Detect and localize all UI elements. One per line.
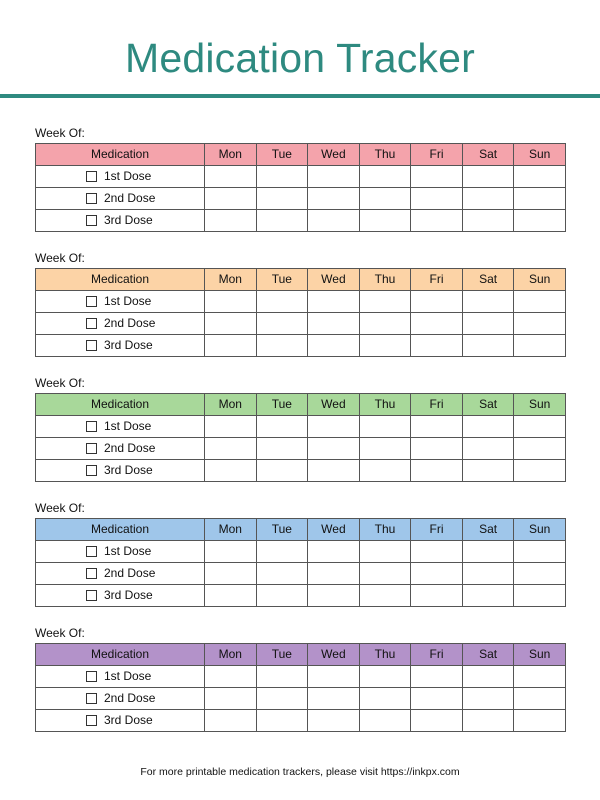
day-cell[interactable] bbox=[514, 666, 566, 688]
day-header: Sun bbox=[514, 519, 566, 541]
dose-checkbox[interactable] bbox=[86, 193, 97, 204]
day-cell[interactable] bbox=[462, 710, 514, 732]
tracker-table bbox=[35, 268, 566, 357]
week-of-label: Week Of: bbox=[35, 626, 85, 640]
day-cell[interactable] bbox=[359, 335, 411, 357]
day-header: Wed bbox=[308, 269, 360, 291]
day-cell[interactable] bbox=[205, 710, 257, 732]
day-header: Sat bbox=[462, 394, 514, 416]
day-cell[interactable] bbox=[359, 585, 411, 607]
dose-checkbox[interactable] bbox=[86, 568, 97, 579]
day-cell[interactable] bbox=[308, 416, 360, 438]
tracker-section bbox=[35, 251, 565, 357]
day-header: Mon bbox=[205, 644, 257, 666]
header-row bbox=[36, 519, 566, 541]
dose-label: 2nd Dose bbox=[104, 566, 156, 580]
tracker-section bbox=[35, 376, 565, 482]
day-cell[interactable] bbox=[514, 210, 566, 232]
dose-cell bbox=[36, 313, 205, 335]
day-cell[interactable] bbox=[256, 416, 308, 438]
day-cell[interactable] bbox=[256, 541, 308, 563]
dose-checkbox[interactable] bbox=[86, 171, 97, 182]
dose-checkbox[interactable] bbox=[86, 318, 97, 329]
day-cell[interactable] bbox=[411, 666, 463, 688]
dose-row bbox=[36, 188, 566, 210]
dose-label-wrap bbox=[36, 563, 204, 584]
header-row bbox=[36, 144, 566, 166]
day-cell[interactable] bbox=[256, 666, 308, 688]
dose-label: 2nd Dose bbox=[104, 691, 156, 705]
header-row bbox=[36, 394, 566, 416]
dose-row bbox=[36, 210, 566, 232]
day-cell[interactable] bbox=[359, 563, 411, 585]
day-cell[interactable] bbox=[411, 710, 463, 732]
day-cell[interactable] bbox=[256, 291, 308, 313]
day-cell[interactable] bbox=[514, 541, 566, 563]
day-cell[interactable] bbox=[359, 688, 411, 710]
day-header: Fri bbox=[411, 269, 463, 291]
dose-row bbox=[36, 416, 566, 438]
medication-header: Medication bbox=[36, 269, 205, 291]
day-cell[interactable] bbox=[514, 438, 566, 460]
dose-row bbox=[36, 438, 566, 460]
day-cell[interactable] bbox=[462, 438, 514, 460]
day-header: Thu bbox=[359, 394, 411, 416]
day-header: Fri bbox=[411, 144, 463, 166]
day-cell[interactable] bbox=[411, 416, 463, 438]
dose-label-wrap bbox=[36, 166, 204, 187]
day-header: Sun bbox=[514, 394, 566, 416]
day-cell[interactable] bbox=[308, 460, 360, 482]
page-title: Medication Tracker bbox=[125, 35, 475, 81]
day-cell[interactable] bbox=[308, 313, 360, 335]
day-cell[interactable] bbox=[359, 460, 411, 482]
day-cell[interactable] bbox=[256, 438, 308, 460]
dose-label: 3rd Dose bbox=[104, 213, 153, 227]
day-header: Sat bbox=[462, 519, 514, 541]
day-header: Thu bbox=[359, 519, 411, 541]
header-row bbox=[36, 644, 566, 666]
dose-label: 3rd Dose bbox=[104, 463, 153, 477]
day-header: Thu bbox=[359, 144, 411, 166]
day-header: Sun bbox=[514, 144, 566, 166]
dose-cell bbox=[36, 541, 205, 563]
dose-cell bbox=[36, 460, 205, 482]
dose-label: 1st Dose bbox=[104, 169, 152, 183]
day-cell[interactable] bbox=[359, 541, 411, 563]
day-header: Mon bbox=[205, 144, 257, 166]
day-cell[interactable] bbox=[411, 335, 463, 357]
dose-checkbox[interactable] bbox=[86, 546, 97, 557]
dose-cell bbox=[36, 416, 205, 438]
header-row bbox=[36, 269, 566, 291]
day-cell[interactable] bbox=[256, 460, 308, 482]
day-cell[interactable] bbox=[462, 335, 514, 357]
dose-cell bbox=[36, 166, 205, 188]
day-cell[interactable] bbox=[308, 335, 360, 357]
day-cell[interactable] bbox=[308, 688, 360, 710]
day-cell[interactable] bbox=[514, 291, 566, 313]
dose-label-wrap bbox=[36, 291, 204, 312]
medication-header: Medication bbox=[36, 144, 205, 166]
day-cell[interactable] bbox=[205, 666, 257, 688]
dose-row bbox=[36, 313, 566, 335]
tracker-section bbox=[35, 501, 565, 607]
day-cell[interactable] bbox=[308, 438, 360, 460]
day-cell[interactable] bbox=[411, 210, 463, 232]
day-header: Tue bbox=[256, 644, 308, 666]
day-header: Sat bbox=[462, 269, 514, 291]
day-header: Mon bbox=[205, 269, 257, 291]
day-header: Fri bbox=[411, 394, 463, 416]
day-cell[interactable] bbox=[359, 291, 411, 313]
day-cell[interactable] bbox=[205, 166, 257, 188]
dose-row bbox=[36, 710, 566, 732]
day-header: Mon bbox=[205, 394, 257, 416]
dose-checkbox[interactable] bbox=[86, 421, 97, 432]
dose-cell bbox=[36, 666, 205, 688]
day-cell[interactable] bbox=[462, 291, 514, 313]
dose-label-wrap bbox=[36, 688, 204, 709]
day-cell[interactable] bbox=[308, 188, 360, 210]
day-cell[interactable] bbox=[256, 585, 308, 607]
day-cell[interactable] bbox=[411, 313, 463, 335]
dose-label: 3rd Dose bbox=[104, 338, 153, 352]
dose-row bbox=[36, 666, 566, 688]
dose-label: 2nd Dose bbox=[104, 316, 156, 330]
dose-label-wrap bbox=[36, 210, 204, 231]
week-of-label: Week Of: bbox=[35, 501, 85, 515]
day-cell[interactable] bbox=[411, 688, 463, 710]
day-cell[interactable] bbox=[205, 188, 257, 210]
day-cell[interactable] bbox=[205, 563, 257, 585]
day-cell[interactable] bbox=[514, 710, 566, 732]
dose-label-wrap bbox=[36, 335, 204, 356]
day-cell[interactable] bbox=[205, 688, 257, 710]
day-cell[interactable] bbox=[462, 460, 514, 482]
dose-row bbox=[36, 585, 566, 607]
day-cell[interactable] bbox=[256, 563, 308, 585]
day-cell[interactable] bbox=[256, 335, 308, 357]
day-cell[interactable] bbox=[462, 313, 514, 335]
day-cell[interactable] bbox=[256, 166, 308, 188]
dose-checkbox[interactable] bbox=[86, 215, 97, 226]
day-cell[interactable] bbox=[514, 585, 566, 607]
day-cell[interactable] bbox=[256, 710, 308, 732]
dose-label-wrap bbox=[36, 416, 204, 437]
day-cell[interactable] bbox=[462, 188, 514, 210]
dose-row bbox=[36, 541, 566, 563]
dose-cell bbox=[36, 563, 205, 585]
dose-label-wrap bbox=[36, 438, 204, 459]
day-cell[interactable] bbox=[359, 666, 411, 688]
day-cell[interactable] bbox=[514, 688, 566, 710]
day-cell[interactable] bbox=[256, 688, 308, 710]
dose-cell bbox=[36, 585, 205, 607]
day-cell[interactable] bbox=[359, 313, 411, 335]
dose-label-wrap bbox=[36, 541, 204, 562]
day-cell[interactable] bbox=[359, 210, 411, 232]
day-cell[interactable] bbox=[205, 460, 257, 482]
dose-checkbox[interactable] bbox=[86, 340, 97, 351]
medication-header: Medication bbox=[36, 644, 205, 666]
day-cell[interactable] bbox=[411, 166, 463, 188]
day-cell[interactable] bbox=[462, 585, 514, 607]
day-cell[interactable] bbox=[411, 563, 463, 585]
day-cell[interactable] bbox=[462, 666, 514, 688]
day-cell[interactable] bbox=[514, 460, 566, 482]
day-header: Thu bbox=[359, 269, 411, 291]
day-cell[interactable] bbox=[359, 188, 411, 210]
dose-cell bbox=[36, 335, 205, 357]
dose-label-wrap bbox=[36, 313, 204, 334]
dose-label-wrap bbox=[36, 460, 204, 481]
day-header: Tue bbox=[256, 519, 308, 541]
dose-label: 1st Dose bbox=[104, 544, 152, 558]
tracker-section bbox=[35, 626, 565, 732]
title-divider bbox=[0, 94, 600, 98]
tracker-table bbox=[35, 143, 566, 232]
day-cell[interactable] bbox=[462, 563, 514, 585]
dose-checkbox[interactable] bbox=[86, 671, 97, 682]
dose-label: 1st Dose bbox=[104, 669, 152, 683]
day-cell[interactable] bbox=[308, 563, 360, 585]
day-cell[interactable] bbox=[411, 460, 463, 482]
day-cell[interactable] bbox=[205, 313, 257, 335]
dose-label-wrap bbox=[36, 188, 204, 209]
dose-cell bbox=[36, 188, 205, 210]
day-cell[interactable] bbox=[205, 541, 257, 563]
day-cell[interactable] bbox=[205, 438, 257, 460]
day-cell[interactable] bbox=[411, 291, 463, 313]
day-cell[interactable] bbox=[359, 438, 411, 460]
day-cell[interactable] bbox=[411, 188, 463, 210]
day-cell[interactable] bbox=[205, 291, 257, 313]
dose-cell bbox=[36, 210, 205, 232]
day-header: Wed bbox=[308, 644, 360, 666]
dose-cell bbox=[36, 438, 205, 460]
day-cell[interactable] bbox=[359, 416, 411, 438]
day-cell[interactable] bbox=[256, 313, 308, 335]
day-header: Fri bbox=[411, 519, 463, 541]
dose-row bbox=[36, 460, 566, 482]
day-cell[interactable] bbox=[308, 541, 360, 563]
dose-label: 1st Dose bbox=[104, 294, 152, 308]
day-header: Tue bbox=[256, 269, 308, 291]
dose-checkbox[interactable] bbox=[86, 715, 97, 726]
day-cell[interactable] bbox=[514, 188, 566, 210]
day-cell[interactable] bbox=[514, 335, 566, 357]
tracker-table bbox=[35, 643, 566, 732]
tracker-table bbox=[35, 393, 566, 482]
day-cell[interactable] bbox=[308, 291, 360, 313]
day-header: Sun bbox=[514, 269, 566, 291]
day-header: Fri bbox=[411, 644, 463, 666]
dose-checkbox[interactable] bbox=[86, 590, 97, 601]
dose-checkbox[interactable] bbox=[86, 443, 97, 454]
day-cell[interactable] bbox=[205, 585, 257, 607]
day-header: Sat bbox=[462, 644, 514, 666]
dose-row bbox=[36, 291, 566, 313]
day-cell[interactable] bbox=[205, 416, 257, 438]
day-cell[interactable] bbox=[308, 710, 360, 732]
day-header: Mon bbox=[205, 519, 257, 541]
dose-label-wrap bbox=[36, 666, 204, 687]
day-header: Wed bbox=[308, 394, 360, 416]
dose-label: 3rd Dose bbox=[104, 713, 153, 727]
dose-checkbox[interactable] bbox=[86, 465, 97, 476]
day-cell[interactable] bbox=[359, 166, 411, 188]
day-header: Sat bbox=[462, 144, 514, 166]
day-cell[interactable] bbox=[462, 166, 514, 188]
dose-row bbox=[36, 563, 566, 585]
medication-header: Medication bbox=[36, 519, 205, 541]
week-of-label: Week Of: bbox=[35, 126, 85, 140]
day-cell[interactable] bbox=[514, 166, 566, 188]
dose-cell bbox=[36, 291, 205, 313]
day-cell[interactable] bbox=[359, 710, 411, 732]
day-cell[interactable] bbox=[514, 313, 566, 335]
dose-cell bbox=[36, 688, 205, 710]
day-cell[interactable] bbox=[462, 210, 514, 232]
day-header: Tue bbox=[256, 144, 308, 166]
day-cell[interactable] bbox=[462, 541, 514, 563]
day-cell[interactable] bbox=[308, 585, 360, 607]
dose-row bbox=[36, 166, 566, 188]
day-cell[interactable] bbox=[308, 666, 360, 688]
medication-header: Medication bbox=[36, 394, 205, 416]
day-cell[interactable] bbox=[411, 585, 463, 607]
day-cell[interactable] bbox=[514, 563, 566, 585]
day-cell[interactable] bbox=[308, 210, 360, 232]
day-cell[interactable] bbox=[308, 166, 360, 188]
dose-checkbox[interactable] bbox=[86, 693, 97, 704]
day-cell[interactable] bbox=[411, 541, 463, 563]
day-cell[interactable] bbox=[256, 188, 308, 210]
dose-label: 3rd Dose bbox=[104, 588, 153, 602]
day-header: Wed bbox=[308, 144, 360, 166]
day-cell[interactable] bbox=[514, 416, 566, 438]
day-header: Tue bbox=[256, 394, 308, 416]
dose-label: 2nd Dose bbox=[104, 191, 156, 205]
dose-label-wrap bbox=[36, 710, 204, 731]
day-header: Wed bbox=[308, 519, 360, 541]
day-cell[interactable] bbox=[411, 438, 463, 460]
day-cell[interactable] bbox=[462, 416, 514, 438]
dose-label: 1st Dose bbox=[104, 419, 152, 433]
dose-label: 2nd Dose bbox=[104, 441, 156, 455]
dose-row bbox=[36, 335, 566, 357]
dose-checkbox[interactable] bbox=[86, 296, 97, 307]
tracker-table bbox=[35, 518, 566, 607]
dose-cell bbox=[36, 710, 205, 732]
day-cell[interactable] bbox=[256, 210, 308, 232]
day-cell[interactable] bbox=[462, 688, 514, 710]
dose-label-wrap bbox=[36, 585, 204, 606]
day-header: Thu bbox=[359, 644, 411, 666]
day-cell[interactable] bbox=[205, 210, 257, 232]
week-of-label: Week Of: bbox=[35, 251, 85, 265]
tracker-section bbox=[35, 126, 565, 232]
week-of-label: Week Of: bbox=[35, 376, 85, 390]
day-header: Sun bbox=[514, 644, 566, 666]
day-cell[interactable] bbox=[205, 335, 257, 357]
dose-row bbox=[36, 688, 566, 710]
footer-note: For more printable medication trackers, please visit https://inkpx.com bbox=[140, 766, 460, 778]
